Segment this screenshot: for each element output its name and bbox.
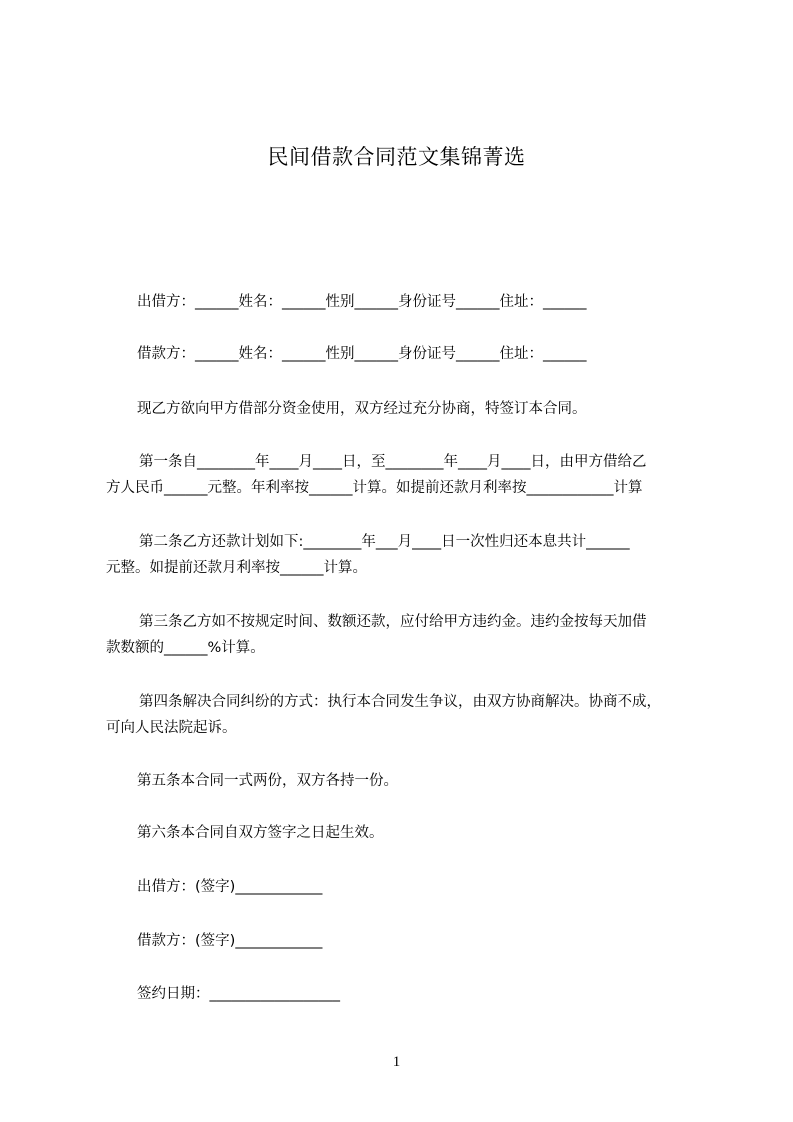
lender-signature-line: 出借方：(签字)____________ (137, 879, 323, 895)
article-3-line-1: 第三条乙方如不按规定时间、数额还款，应付给甲方违约金。违约金按每天加借 (139, 614, 647, 630)
article-5: 第五条本合同一式两份，双方各持一份。 (137, 773, 398, 789)
article-4 (106, 689, 706, 741)
article-2-line-1: 第二条乙方还款计划如下:________年___月____日一次性归还本息共计______ (139, 534, 630, 550)
article-4-line-1: 第四条解决合同纠纷的方式：执行本合同发生争议，由双方协商解决。协商不成， (139, 694, 661, 710)
document-title: 民间借款合同范文集锦菁选 (267, 145, 526, 169)
borrower-info-line: 借款方：______姓名：______性别______身份证号______住址：______ (137, 346, 587, 362)
article-1-line-2: 方人民币______元整。年利率按______计算。如提前还款月利率按____________计算 (106, 480, 643, 496)
article-6: 第六条本合同自双方签字之日起生效。 (137, 825, 384, 841)
signing-date-line: 签约日期：__________________ (137, 986, 340, 1002)
article-4-line-2: 可向人民法院起诉。 (106, 720, 237, 736)
article-3-line-2: 款数额的______%计算。 (106, 640, 265, 656)
article-2 (106, 529, 706, 581)
intro-paragraph: 现乙方欲向甲方借部分资金使用，双方经过充分协商，特签订本合同。 (137, 401, 587, 417)
lender-info-line: 出借方：______姓名：______性别______身份证号______住址：______ (137, 294, 587, 310)
article-1-line-1: 第一条自________年____月____日，至________年____月____日，由甲方借给乙 (139, 454, 647, 470)
article-2-line-2: 元整。如提前还款月利率按______计算。 (106, 560, 367, 576)
borrower-signature-line: 借款方：(签字)____________ (137, 933, 323, 949)
article-1 (106, 449, 706, 501)
article-3 (106, 609, 706, 661)
page-number: 1 (392, 1054, 401, 1070)
